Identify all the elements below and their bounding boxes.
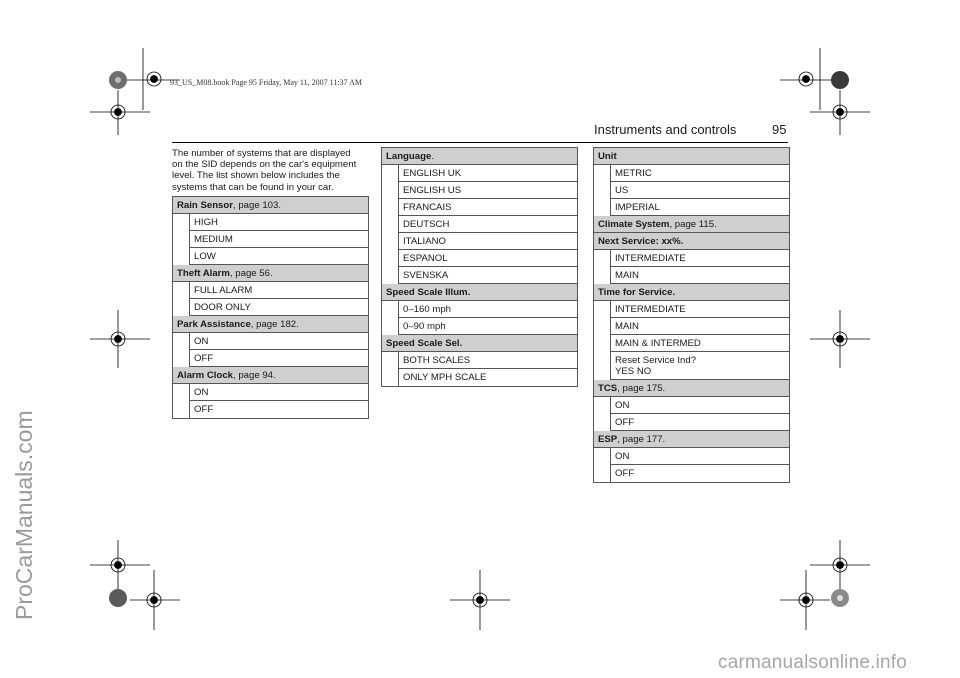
system-name: Time for Service.: [598, 287, 676, 298]
system-option: DEUTSCH: [398, 216, 577, 233]
system-option: ENGLISH UK: [398, 165, 577, 182]
system-option: MAIN: [610, 318, 789, 335]
system-name: ESP: [598, 434, 618, 445]
system-name: Park Assistance: [177, 319, 251, 330]
system-option: ONLY MPH SCALE: [398, 369, 577, 386]
system-heading: [594, 216, 789, 233]
system-heading: [173, 265, 368, 282]
system-option: HIGH: [189, 214, 368, 231]
system-option: US: [610, 182, 789, 199]
systems-table-right: [593, 147, 790, 483]
system-heading: [173, 367, 368, 384]
system-heading: [594, 431, 789, 448]
systems-table-middle: [381, 147, 578, 387]
system-option: ON: [610, 448, 789, 465]
system-name: Unit: [598, 151, 617, 162]
system-heading: [594, 233, 789, 250]
system-option: ON: [610, 397, 789, 414]
system-name: Language: [386, 151, 432, 162]
system-name: Alarm Clock: [177, 370, 233, 381]
system-name: Theft Alarm: [177, 268, 230, 279]
system-option: 0–90 mph: [398, 318, 577, 335]
page-number: 95: [772, 122, 787, 137]
system-heading: [594, 284, 789, 301]
system-reference: , page 175.: [617, 383, 666, 394]
system-option: METRIC: [610, 165, 789, 182]
system-option: ON: [189, 384, 368, 401]
system-reference: , page 177.: [617, 434, 666, 445]
system-option: INTERMEDIATE: [610, 250, 789, 267]
system-option: Reset Service Ind? YES NO: [610, 352, 789, 380]
system-name: Rain Sensor: [177, 200, 233, 211]
system-heading: [382, 335, 577, 352]
system-option: MEDIUM: [189, 231, 368, 248]
section-title: Instruments and controls: [594, 122, 737, 137]
system-heading: [173, 197, 368, 214]
system-option: BOTH SCALES: [398, 352, 577, 369]
system-option: ON: [189, 333, 368, 350]
system-reference: , page 103.: [232, 200, 281, 211]
system-reference: , page 182.: [250, 319, 299, 330]
header-rule: [172, 142, 788, 143]
system-option: INTERMEDIATE: [610, 301, 789, 318]
system-name: Climate System: [598, 219, 670, 230]
system-option: SVENSKA: [398, 267, 577, 284]
system-option: FRANCAIS: [398, 199, 577, 216]
system-option: LOW: [189, 248, 368, 265]
system-reference: , page 56.: [229, 268, 273, 279]
side-watermark: ProCarManuals.com: [11, 410, 37, 620]
system-heading: [173, 316, 368, 333]
book-info-line: 93_US_M08.book Page 95 Friday, May 11, 2007 11:37 AM: [170, 78, 362, 87]
system-option: OFF: [189, 401, 368, 418]
system-heading: [382, 148, 577, 165]
system-name: Speed Scale Sel.: [386, 338, 463, 349]
footer-watermark: carmanualsonline.info: [718, 652, 908, 673]
system-option: ENGLISH US: [398, 182, 577, 199]
system-option: IMPERIAL: [610, 199, 789, 216]
system-heading: [594, 148, 789, 165]
system-option: ESPANOL: [398, 250, 577, 267]
system-option: ITALIANO: [398, 233, 577, 250]
system-option: OFF: [189, 350, 368, 367]
system-option: OFF: [610, 465, 789, 482]
system-option: DOOR ONLY: [189, 299, 368, 316]
system-option: OFF: [610, 414, 789, 431]
system-option: MAIN & INTERMED: [610, 335, 789, 352]
systems-table-left: [172, 196, 369, 419]
system-name: Next Service: xx%.: [598, 236, 684, 247]
system-reference: , page 115.: [669, 219, 717, 230]
system-option: 0–160 mph: [398, 301, 577, 318]
system-name: TCS: [598, 383, 618, 394]
system-heading: [382, 284, 577, 301]
system-reference: .: [431, 151, 434, 162]
intro-paragraph: The number of systems that are displayed on the SID depends on the car's equipment level. The list shown below includes the systems that can be found in your car.: [172, 148, 357, 193]
system-option: MAIN: [610, 267, 789, 284]
system-heading: [594, 380, 789, 397]
system-reference: , page 94.: [232, 370, 276, 381]
system-name: Speed Scale Illum.: [386, 287, 471, 298]
system-option: FULL ALARM: [189, 282, 368, 299]
